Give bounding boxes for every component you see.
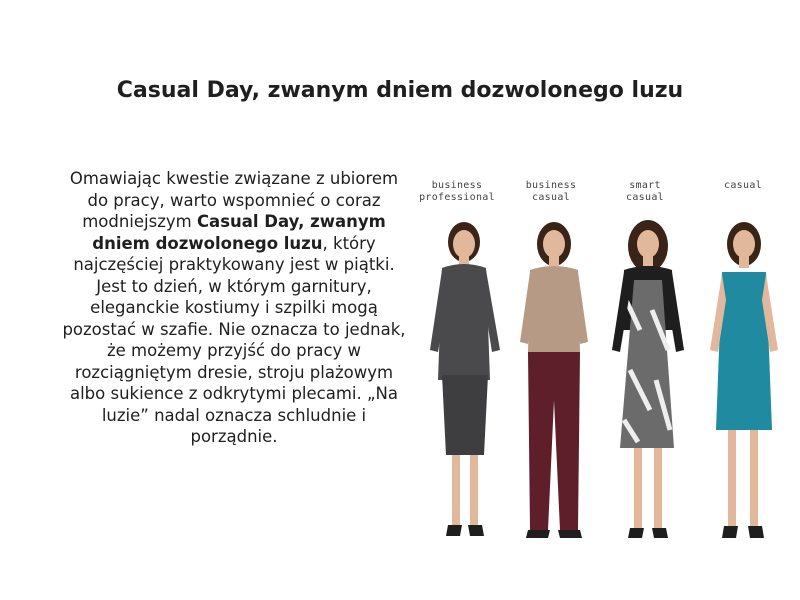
paragraph-bold-term: Casual Day, zwanym dniem dozwolonego luzu	[92, 212, 386, 253]
paragraph-text-1: Omawiając kwestie związane z ubiorem do pracy, warto wspomnieć o coraz modniejszym	[69, 169, 399, 231]
model-business-casual	[520, 222, 588, 538]
model-business-professional	[430, 222, 500, 536]
paragraph-text-2: , który najczęściej praktykowany jest w piątki. Jest to dzień, w którym garnitury, eleganckie kostiumy i szpilki mogą pozostać w szafie. Nie oznacza to jednak, że możemy przyjść do pracy w rozciągniętym dresie, stroju plażowym albo sukience z odkrytymi plecami. „Na luzie” nadal oznacza schludnie i porządnie.	[62, 233, 406, 446]
category-label-business-casual: business casual	[525, 180, 577, 203]
models-drawing	[412, 180, 792, 560]
slide-title: Casual Day, zwanym dniem dozwolonego luzu	[116, 78, 684, 103]
model-smart-casual	[612, 220, 684, 538]
model-casual	[710, 222, 778, 538]
category-label-business-professional: business professional	[419, 180, 495, 203]
dress-code-illustration	[412, 180, 792, 560]
category-label-smart-casual: smart casual	[626, 180, 664, 203]
category-label-casual: casual	[724, 180, 762, 191]
body-paragraph	[58, 168, 410, 448]
